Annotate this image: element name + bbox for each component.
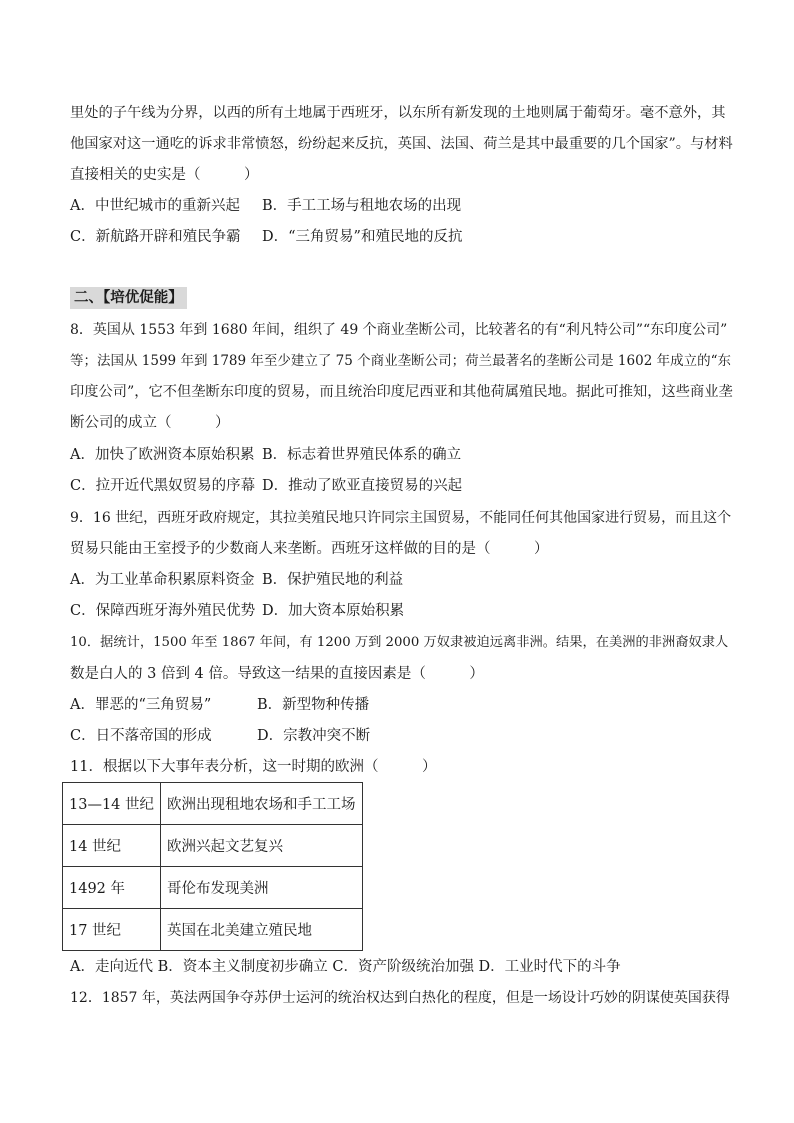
q9-option-a[interactable]: A．为工业革命积累原料资金 bbox=[70, 572, 255, 588]
q7-option-a[interactable]: A．中世纪城市的重新兴起 bbox=[70, 198, 240, 214]
q8-option-a[interactable]: A．加快了欧洲资本原始积累 bbox=[70, 447, 255, 463]
q7-option-b[interactable]: B．手工工场与租地农场的出现 bbox=[262, 198, 462, 214]
table-cell-event: 哥伦布发现美洲 bbox=[161, 867, 363, 909]
table-cell-period: 1492 年 bbox=[63, 867, 161, 909]
q8-stem-line-4: 断公司的成立（ ） bbox=[70, 415, 230, 431]
q11-stem: 11．根据以下大事年表分析，这一时期的欧洲（ ） bbox=[70, 759, 437, 775]
q8-option-b[interactable]: B．标志着世界殖民体系的确立 bbox=[262, 447, 462, 463]
q8-stem-line-1: 8．英国从 1553 年到 1680 年间，组织了 49 个商业垄断公司，比较著名的有“利凡特公司”“东印度公司” bbox=[70, 322, 728, 338]
table-cell-period: 14 世纪 bbox=[63, 825, 161, 867]
q7-stem-line-1: 里处的子午线为分界，以西的所有土地属于西班牙，以东所有新发现的土地则属于葡萄牙。毫不意外，其 bbox=[70, 105, 726, 121]
q10-option-c[interactable]: C．日不落帝国的形成 bbox=[70, 728, 212, 744]
q8-stem-line-3: 印度公司”，它不但垄断东印度的贸易，而且统治印度尼西亚和其他荷属殖民地。据此可推知，这些商业垄 bbox=[70, 384, 733, 400]
table-cell-event: 欧洲出现租地农场和手工工场 bbox=[161, 783, 363, 825]
q10-option-a[interactable]: A．罪恶的“三角贸易” bbox=[70, 697, 212, 713]
table-cell-event: 欧洲兴起文艺复兴 bbox=[161, 825, 363, 867]
q10-stem-line-1: 10．据统计，1500 年至 1867 年间，有 1200 万到 2000 万奴隶被迫远离非洲。结果，在美洲的非洲裔奴隶人 bbox=[70, 635, 729, 650]
table-cell-event: 英国在北美建立殖民地 bbox=[161, 909, 363, 951]
q8-stem-line-2: 等；法国从 1599 年到 1789 年至少建立了 75 个商业垄断公司；荷兰最著名的垄断公司是 1602 年成立的“东 bbox=[70, 353, 731, 369]
q10-stem-line-2: 数是白人的 3 倍到 4 倍。导致这一结果的直接因素是（ ） bbox=[70, 666, 484, 682]
events-timeline-table bbox=[62, 782, 363, 951]
q9-option-c[interactable]: C．保障西班牙海外殖民优势 bbox=[70, 603, 256, 619]
q7-option-c[interactable]: C．新航路开辟和殖民争霸 bbox=[70, 229, 241, 245]
q10-option-d[interactable]: D．宗教冲突不断 bbox=[257, 728, 371, 744]
q8-option-c[interactable]: C．拉开近代黑奴贸易的序幕 bbox=[70, 478, 256, 494]
q7-stem-line-2: 他国家对这一通吃的诉求非常愤怒，纷纷起来反抗，英国、法国、荷兰是其中最重要的几个国家”。与材料 bbox=[70, 136, 733, 152]
table-row bbox=[63, 825, 363, 867]
q12-stem: 12．1857 年，英法两国争夺苏伊士运河的统治权达到白热化的程度，但是一场设计巧妙的阴谋使英国获得 bbox=[70, 990, 730, 1006]
table-cell-period: 13—14 世纪 bbox=[63, 783, 161, 825]
q9-option-d[interactable]: D．加大资本原始积累 bbox=[262, 603, 405, 619]
q9-option-b[interactable]: B．保护殖民地的利益 bbox=[262, 572, 404, 588]
q7-option-d[interactable]: D．“三角贸易”和殖民地的反抗 bbox=[262, 229, 463, 245]
table-row bbox=[63, 783, 363, 825]
section-heading: 二、【培优促能】 bbox=[70, 287, 187, 309]
table-row bbox=[63, 909, 363, 951]
q11-options[interactable]: A．走向近代 B．资本主义制度初步确立 C．资产阶级统治加强 D．工业时代下的斗争 bbox=[70, 959, 621, 975]
q9-stem-line-2: 贸易只能由王室授予的少数商人来垄断。西班牙这样做的目的是（ ） bbox=[70, 541, 549, 557]
table-cell-period: 17 世纪 bbox=[63, 909, 161, 951]
q9-stem-line-1: 9．16 世纪，西班牙政府规定，其拉美殖民地只许同宗主国贸易，不能同任何其他国家进行贸易，而且这个 bbox=[70, 510, 732, 526]
q8-option-d[interactable]: D．推动了欧亚直接贸易的兴起 bbox=[262, 478, 463, 494]
table-row bbox=[63, 867, 363, 909]
q10-option-b[interactable]: B．新型物种传播 bbox=[257, 697, 370, 713]
q7-stem-line-3: 直接相关的史实是（ ） bbox=[70, 167, 259, 183]
